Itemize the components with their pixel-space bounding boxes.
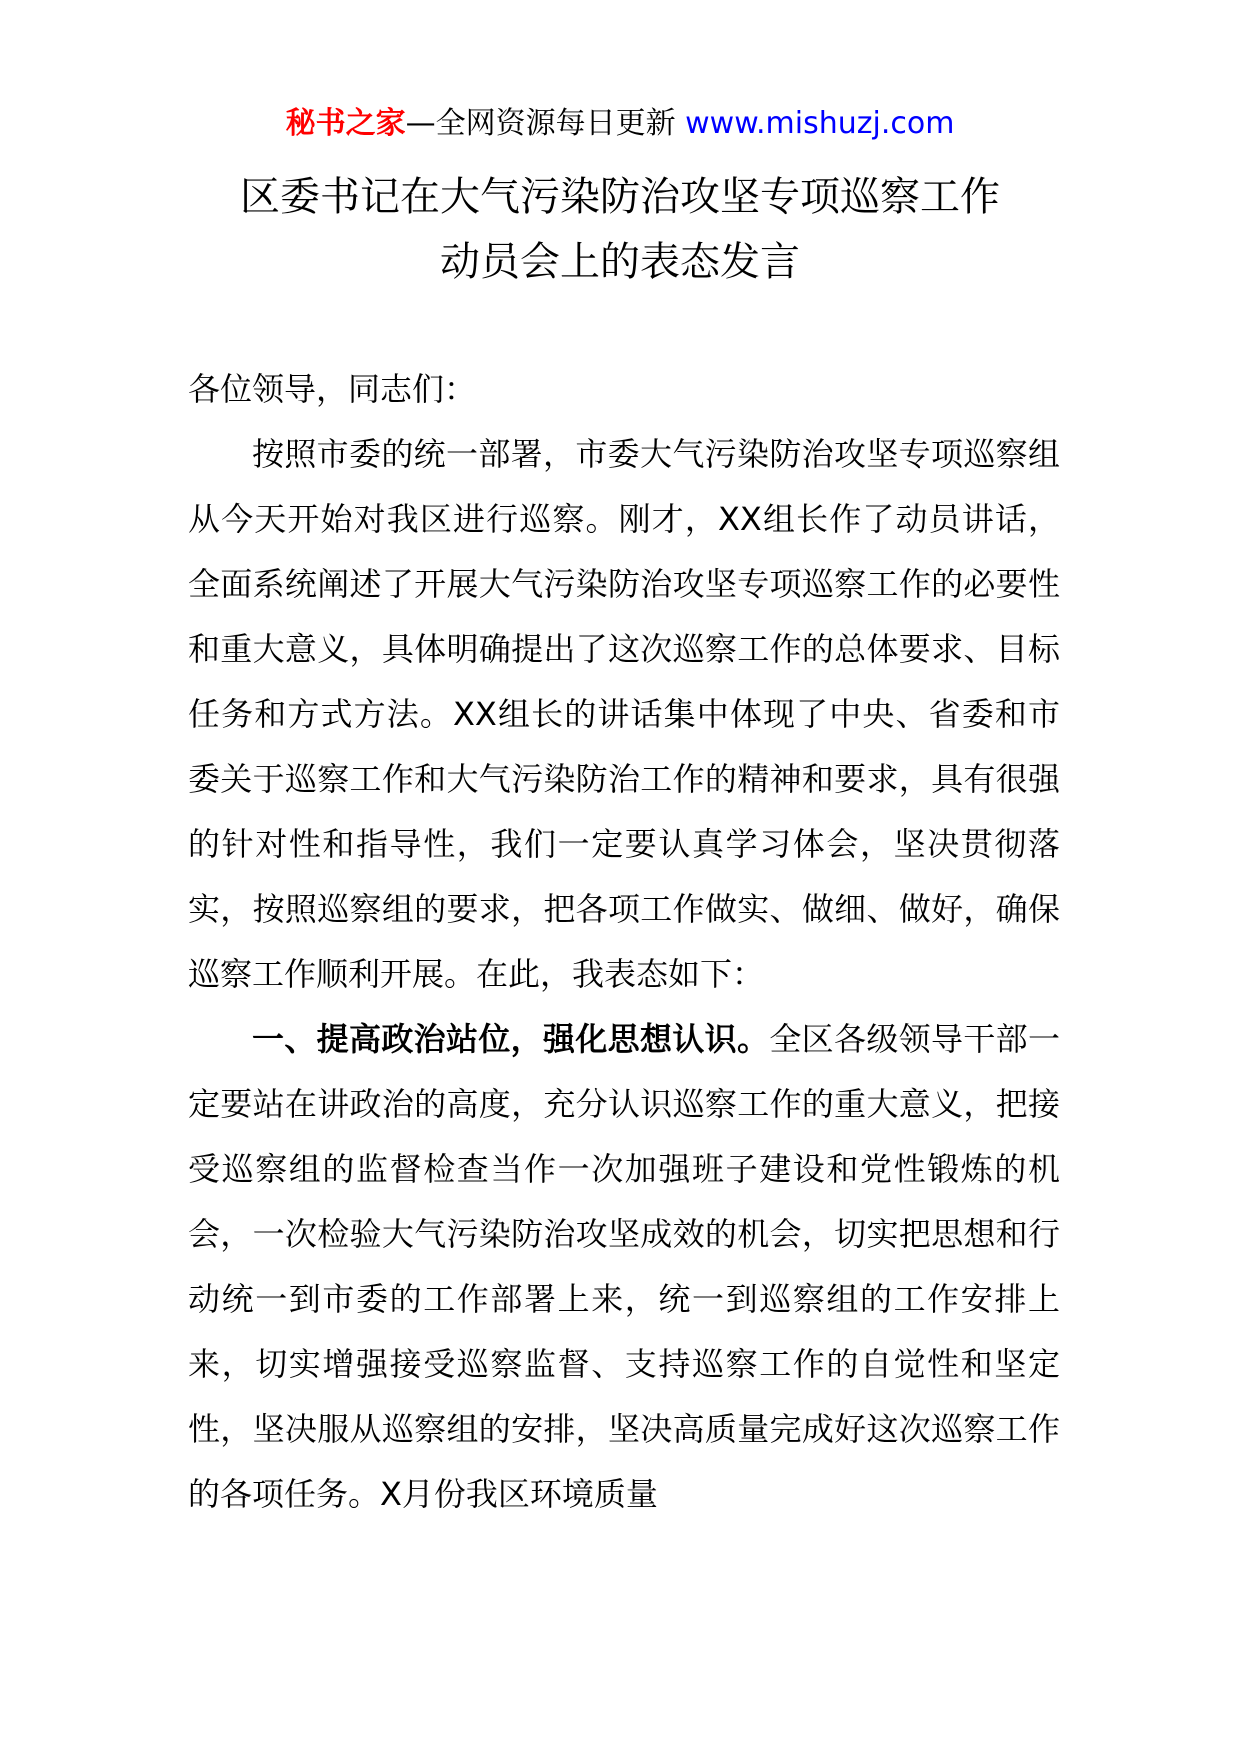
- paragraph-section-1: [188, 1007, 1060, 1527]
- banner-tagline: —全网资源每日更新: [405, 106, 686, 141]
- title-line-2: 动员会上的表态发言: [440, 239, 800, 285]
- document-body: [188, 357, 1060, 1527]
- salutation: 各位领导，同志们：: [188, 370, 477, 408]
- paragraph-intro: 按照市委的统一部署，市委大气污染防治攻坚专项巡察组从今天开始对我区进行巡察。刚才，XX组长作了动员讲话，全面系统阐述了开展大气污染防治攻坚专项巡察工作的必要性和重大意义，具体明确提出了这次巡察工作的总体要求、目标任务和方式方法。XX组长的讲话集中体现了中央、省委和市委关于巡察工作和大气污染防治工作的精神和要求，具有很强的针对性和指导性，我们一定要认真学习体会，坚决贯彻落实，按照巡察组的要求，把各项工作做实、做细、做好，确保巡察工作顺利开展。在此，我表态如下：: [188, 435, 1060, 993]
- site-url-link[interactable]: www.mishuzj.com: [685, 106, 955, 141]
- title-line-1: 区委书记在大气污染防治攻坚专项巡察工作: [240, 174, 1000, 220]
- brand-name: 秘书之家: [285, 106, 406, 141]
- section-1-text: 全区各级领导干部一定要站在讲政治的高度，充分认识巡察工作的重大意义，把接受巡察组的监督检查当作一次加强班子建设和党性锻炼的机会，一次检验大气污染防治攻坚成效的机会，切实把思想和行动统一到市委的工作部署上来，统一到巡察组的工作安排上来，切实增强接受巡察监督、支持巡察工作的自觉性和坚定性，坚决服从巡察组的安排，坚决高质量完成好这次巡察工作的各项任务。X月份我区环境质量: [188, 1020, 1060, 1513]
- site-banner: [0, 104, 1240, 144]
- section-1-heading: 一、提高政治站位，强化思想认识。: [252, 1020, 770, 1058]
- document-title: [0, 165, 1240, 295]
